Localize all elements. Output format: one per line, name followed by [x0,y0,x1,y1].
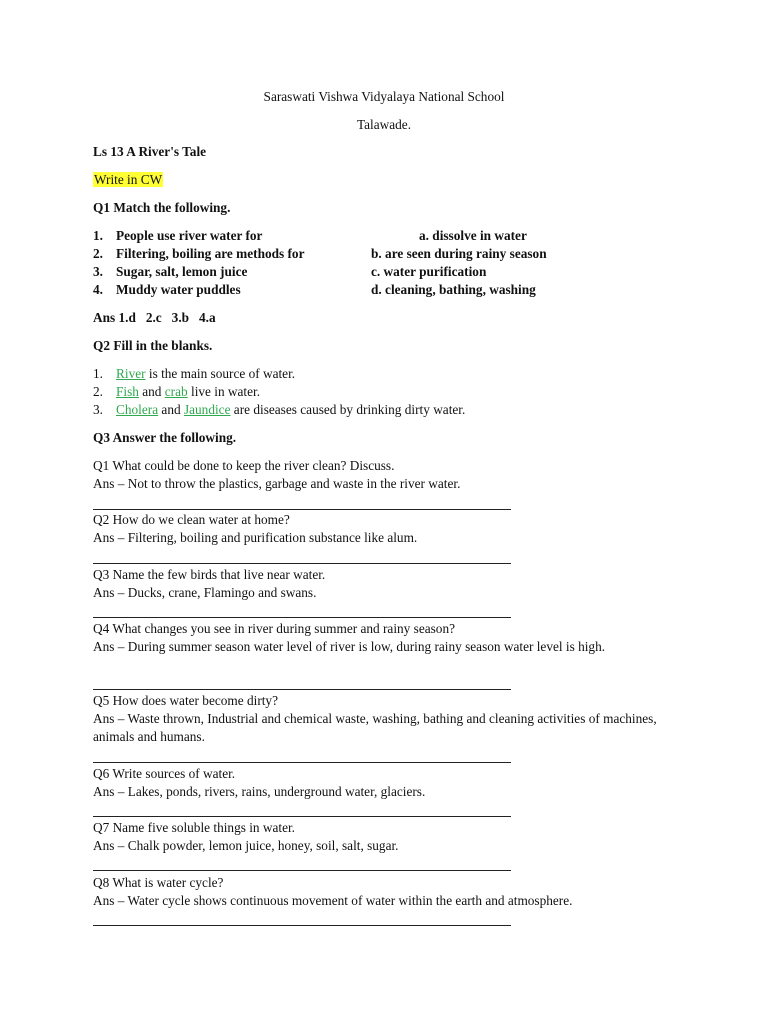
blank-text: and [158,402,184,417]
blank-text: live in water. [187,384,261,399]
question-text: Q7 Name five soluble things in water. [93,820,295,835]
answer-text: Ans – Not to throw the plastics, garbage and waste in the river water. [93,476,461,491]
answer-text: Ans – Water cycle shows continuous movement of water within the earth and atmosphere. [93,893,573,908]
blank-item [116,365,295,383]
answer-rule [93,617,511,618]
question-text: Q8 What is water cycle? [93,875,224,890]
match-right: b. are seen during rainy season [371,246,547,261]
blank-number: 3. [93,402,103,417]
blank-number: 1. [93,366,103,381]
match-right: c. water purification [371,264,487,279]
answer-rule [93,563,511,564]
match-right: a. dissolve in water [419,228,527,243]
match-left: Filtering, boiling are methods for [116,246,305,261]
instruction [93,171,163,189]
blank-item [116,383,260,401]
match-left: Sugar, salt, lemon juice [116,264,248,279]
answer-rule [93,762,511,763]
answer-rule [93,870,511,871]
blank-item [116,401,465,419]
question-text: Q5 How does water become dirty? [93,693,278,708]
school-name: Saraswati Vishwa Vidyalaya National School [263,89,505,104]
match-number: 1. [93,228,103,243]
answer-text: Ans – Waste thrown, Industrial and chemical waste, washing, bathing and cleaning activities of machines, animals and humans. [93,711,657,744]
match-left: Muddy water puddles [116,282,241,297]
blank-text: and [138,384,165,399]
blank-answer: Fish [116,384,139,399]
answer-text: Ans – Lakes, ponds, rivers, rains, underground water, glaciers. [93,784,426,799]
answer-rule [93,689,511,690]
blank-number: 2. [93,384,103,399]
answer-text: Ans – Ducks, crane, Flamingo and swans. [93,585,317,600]
match-right: d. cleaning, bathing, washing [371,282,536,297]
answer-rule [93,925,511,926]
question-text: Q6 Write sources of water. [93,766,236,781]
answer-rule [93,509,511,510]
instruction-highlight: Write in CW [94,172,163,187]
blank-answer: Cholera [116,402,159,417]
match-number: 3. [93,264,103,279]
question-text: Q3 Name the few birds that live near water. [93,567,326,582]
question-text: Q1 What could be done to keep the river clean? Discuss. [93,458,395,473]
answer-rule [93,816,511,817]
match-left: People use river water for [116,228,263,243]
question-text: Q2 How do we clean water at home? [93,512,290,527]
answer-text: Ans – Filtering, boiling and purification substance like alum. [93,530,418,545]
answer-text: Ans – During summer season water level of river is low, during rainy season water level is high. [93,639,606,654]
match-number: 4. [93,282,103,297]
match-number: 2. [93,246,103,261]
blank-text: is the main source of water. [145,366,296,381]
blank-answer: crab [164,384,188,399]
blank-answer: River [116,366,146,381]
question-text: Q4 What changes you see in river during summer and rainy season? [93,621,455,636]
blank-answer: Jaundice [183,402,231,417]
blank-text: are diseases caused by drinking dirty water. [230,402,466,417]
q3-heading: Q3 Answer the following. [93,430,237,445]
q2-heading: Q2 Fill in the blanks. [93,338,213,353]
answer-text: Ans – Chalk powder, lemon juice, honey, soil, salt, sugar. [93,838,399,853]
school-place: Talawade. [356,117,412,132]
lesson-title: Ls 13 A River's Tale [93,144,207,159]
q1-answer: Ans 1.d 2.c 3.b 4.a [93,310,216,325]
q1-heading: Q1 Match the following. [93,200,231,215]
